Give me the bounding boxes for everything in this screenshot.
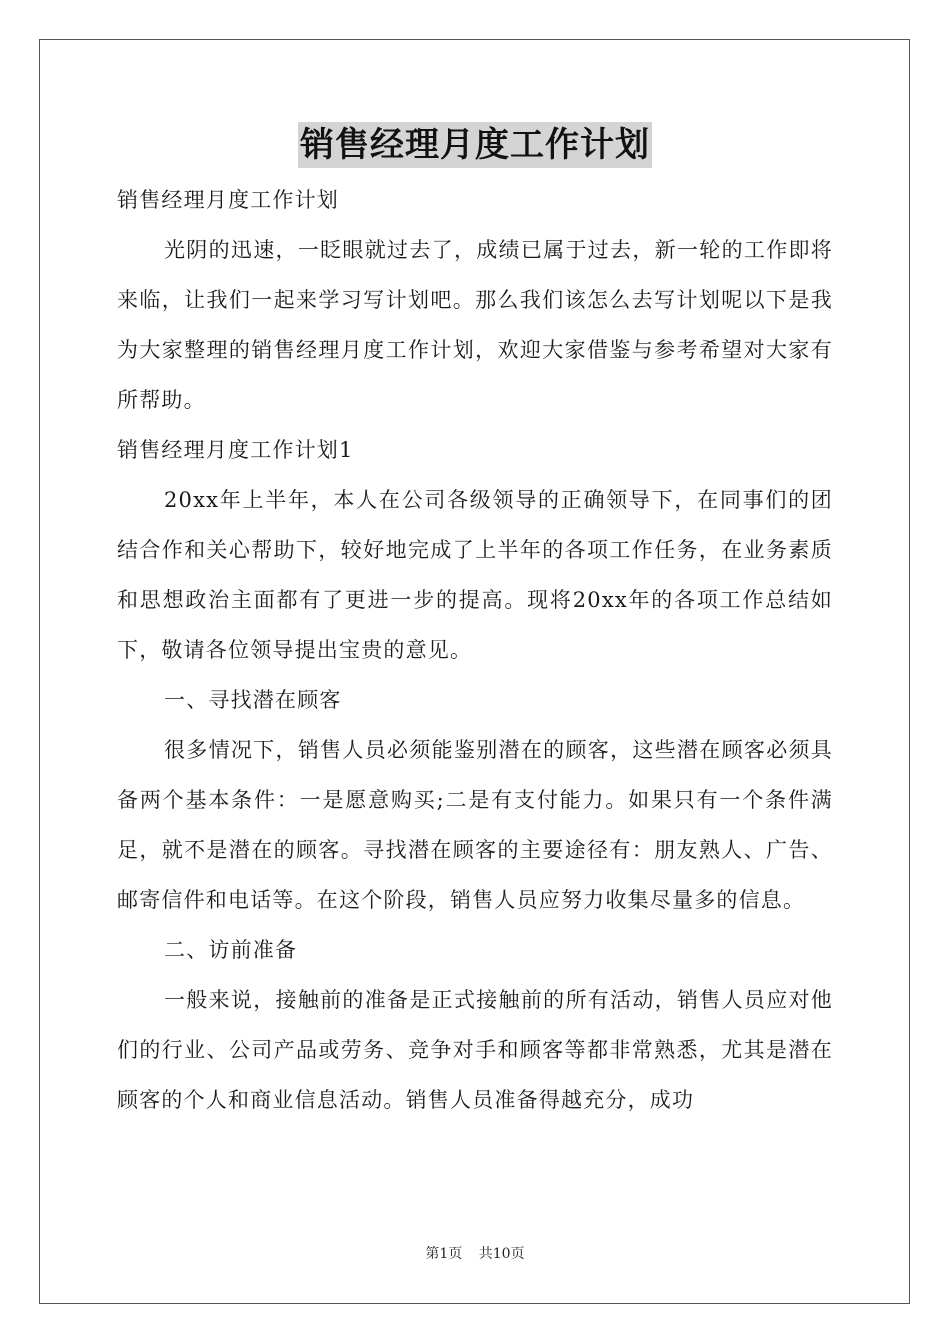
- subheading-find-customers: 一、寻找潜在顾客: [164, 688, 342, 712]
- paragraph-find-customers: 很多情况下，销售人员必须能鉴别潜在的顾客，这些潜在顾客必须具备两个基本条件：一是愿意购买;二是有支付能力。如果只有一个条件满足，就不是潜在的顾客。寻找潜在顾客的主要途径有：朋友熟人、广告、邮寄信件和电话等。在这个阶段，销售人员应努力收集尽量多的信息。: [117, 738, 833, 912]
- subheading-preparation: 二、访前准备: [164, 938, 298, 962]
- page-total: 共10页: [478, 1246, 525, 1262]
- page-footer: [0, 1244, 950, 1264]
- paragraph-preparation: 一般来说，接触前的准备是正式接触前的所有活动，销售人员应对他们的行业、公司产品或劳务、竞争对手和顾客等都非常熟悉，尤其是潜在顾客的个人和商业信息活动。销售人员准备得越充分，成功: [117, 988, 833, 1112]
- section-heading-plan-1: 销售经理月度工作计划1: [117, 438, 354, 462]
- paragraph-intro: 光阴的迅速，一眨眼就过去了，成绩已属于过去，新一轮的工作即将来临，让我们一起来学习写计划吧。那么我们该怎么去写计划呢以下是我为大家整理的销售经理月度工作计划，欢迎大家借鉴与参考希望对大家有所帮助。: [117, 238, 833, 412]
- document-body: [117, 175, 833, 1125]
- document-title: 销售经理月度工作计划: [298, 122, 652, 168]
- paragraph-subtitle: 销售经理月度工作计划: [117, 188, 339, 212]
- page-number: 第1页: [425, 1246, 463, 1262]
- title-container: [0, 122, 950, 168]
- paragraph-summary: 20xx年上半年，本人在公司各级领导的正确领导下，在同事们的团结合作和关心帮助下，较好地完成了上半年的各项工作任务，在业务素质和思想政治主面都有了更进一步的提高。现将20xx年的各项工作总结如下，敬请各位领导提出宝贵的意见。: [117, 488, 833, 662]
